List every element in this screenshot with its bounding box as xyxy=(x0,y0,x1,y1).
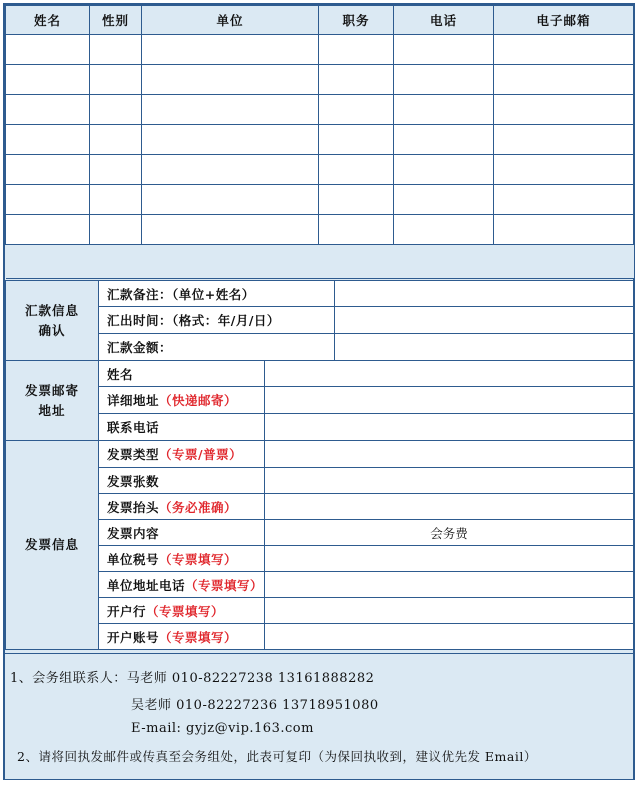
remittance-time-field[interactable] xyxy=(335,307,634,334)
position-cell[interactable] xyxy=(319,35,394,65)
invoice-field-note: （专票/普票） xyxy=(159,447,243,462)
gender-cell[interactable] xyxy=(90,215,142,245)
invoice-field-value[interactable] xyxy=(265,546,634,572)
organization-cell[interactable] xyxy=(142,185,319,215)
organization-cell[interactable] xyxy=(142,155,319,185)
invoice-field-label: 开户行（专票填写） xyxy=(99,598,265,624)
position-cell[interactable] xyxy=(319,95,394,125)
organization-cell[interactable] xyxy=(142,95,319,125)
name-cell[interactable] xyxy=(6,215,90,245)
phone-cell[interactable] xyxy=(394,125,494,155)
invoice-field-note: （务必准确） xyxy=(159,499,238,515)
invoice-section xyxy=(5,440,634,650)
invoice-field-note: （专票填写） xyxy=(185,577,264,593)
invoice-field-note: （专票填写） xyxy=(159,629,238,645)
attendee-rows xyxy=(6,35,634,245)
phone-cell[interactable] xyxy=(394,95,494,125)
name-cell[interactable] xyxy=(6,35,90,65)
invoice-field-value[interactable] xyxy=(265,468,634,494)
remittance-amount-field[interactable] xyxy=(335,334,634,361)
mailing-name-field[interactable] xyxy=(265,361,634,387)
invoice-field-value[interactable] xyxy=(265,598,634,624)
header-phone: 电话 xyxy=(394,6,494,35)
mailing-name-label: 姓名 xyxy=(99,361,265,387)
position-cell[interactable] xyxy=(319,185,394,215)
phone-cell[interactable] xyxy=(394,155,494,185)
organization-cell[interactable] xyxy=(142,35,319,65)
remittance-time-label: 汇出时间：（格式：年/月/日） xyxy=(99,307,335,334)
email-cell[interactable] xyxy=(494,215,634,245)
invoice-field-label: 发票内容 xyxy=(99,520,265,546)
header-organization: 单位 xyxy=(142,6,319,35)
mailing-label: 发票邮寄地址 xyxy=(6,361,99,441)
contact-notes xyxy=(5,653,633,779)
remittance-note-label: 汇款备注：（单位+姓名） xyxy=(99,281,335,307)
gender-cell[interactable] xyxy=(90,95,142,125)
name-cell[interactable] xyxy=(6,155,90,185)
invoice-field-value[interactable] xyxy=(265,624,634,650)
header-email: 电子邮箱 xyxy=(494,6,634,35)
remittance-amount-label: 汇款金额： xyxy=(99,334,335,361)
name-cell[interactable] xyxy=(6,185,90,215)
mailing-phone-field[interactable] xyxy=(265,414,634,441)
remittance-section xyxy=(5,280,634,361)
mailing-section xyxy=(5,360,634,441)
position-cell[interactable] xyxy=(319,155,394,185)
email-cell[interactable] xyxy=(494,125,634,155)
attendee-row xyxy=(6,65,634,95)
phone-cell[interactable] xyxy=(394,35,494,65)
invoice-field-value[interactable]: 会务费 xyxy=(265,520,634,546)
name-cell[interactable] xyxy=(6,95,90,125)
email-cell[interactable] xyxy=(494,155,634,185)
invoice-field-value[interactable] xyxy=(265,494,634,520)
organization-cell[interactable] xyxy=(142,215,319,245)
organization-cell[interactable] xyxy=(142,65,319,95)
invoice-field-label: 开户账号（专票填写） xyxy=(99,624,265,650)
position-cell[interactable] xyxy=(319,65,394,95)
express-note: （快递邮寄） xyxy=(159,393,238,408)
remittance-label: 汇款信息确认 xyxy=(6,281,99,361)
header-position: 职务 xyxy=(319,6,394,35)
header-gender: 性别 xyxy=(90,6,142,35)
invoice-field-value[interactable] xyxy=(265,572,634,598)
gender-cell[interactable] xyxy=(90,65,142,95)
name-cell[interactable] xyxy=(6,125,90,155)
phone-cell[interactable] xyxy=(394,215,494,245)
invoice-field-label: 单位地址电话（专票填写） xyxy=(99,572,265,598)
attendee-row xyxy=(6,185,634,215)
gender-cell[interactable] xyxy=(90,185,142,215)
attendee-row xyxy=(6,35,634,65)
attendee-header-row xyxy=(6,6,634,35)
email-cell[interactable] xyxy=(494,95,634,125)
mailing-address-label: 详细地址（快递邮寄） xyxy=(99,387,265,414)
gender-cell[interactable] xyxy=(90,155,142,185)
mailing-address-field[interactable] xyxy=(265,387,634,414)
email-cell[interactable] xyxy=(494,65,634,95)
registration-form xyxy=(3,3,635,780)
name-cell[interactable] xyxy=(6,65,90,95)
mailing-phone-label: 联系电话 xyxy=(99,414,265,441)
note-instructions-line: 2、请将回执发邮件或传真至会务组处，此表可复印（为保回执收到，建议优先发 Email） xyxy=(17,749,537,764)
attendee-row xyxy=(6,95,634,125)
invoice-field-note: （专票填写） xyxy=(159,551,238,567)
remittance-note-field[interactable] xyxy=(335,281,634,307)
attendee-row xyxy=(6,125,634,155)
invoice-field-note: （专票填写） xyxy=(146,603,225,619)
email-cell[interactable] xyxy=(494,35,634,65)
organization-cell[interactable] xyxy=(142,125,319,155)
attendee-table xyxy=(5,5,634,279)
invoice-field-value[interactable] xyxy=(265,441,634,468)
position-cell[interactable] xyxy=(319,125,394,155)
note-contact-line-2: 吴老师 010-82227236 13718951080 xyxy=(131,698,379,713)
position-cell[interactable] xyxy=(319,215,394,245)
phone-cell[interactable] xyxy=(394,185,494,215)
invoice-field-label: 发票类型（专票/普票） xyxy=(99,441,265,468)
attendee-row xyxy=(6,215,634,245)
invoice-field-label: 单位税号（专票填写） xyxy=(99,546,265,572)
attendee-row xyxy=(6,155,634,185)
email-cell[interactable] xyxy=(494,185,634,215)
invoice-label: 发票信息 xyxy=(6,441,99,650)
note-contact-line-1: 1、会务组联系人：马老师 010-82227238 13161888282 xyxy=(10,671,375,686)
phone-cell[interactable] xyxy=(394,65,494,95)
note-email-line: E-mail: gyjz@vip.163.com xyxy=(131,721,314,736)
section-spacer xyxy=(6,245,634,279)
gender-cell[interactable] xyxy=(90,35,142,65)
gender-cell[interactable] xyxy=(90,125,142,155)
invoice-field-label: 发票张数 xyxy=(99,468,265,494)
invoice-field-label: 发票抬头（务必准确） xyxy=(99,494,265,520)
header-name: 姓名 xyxy=(6,6,90,35)
